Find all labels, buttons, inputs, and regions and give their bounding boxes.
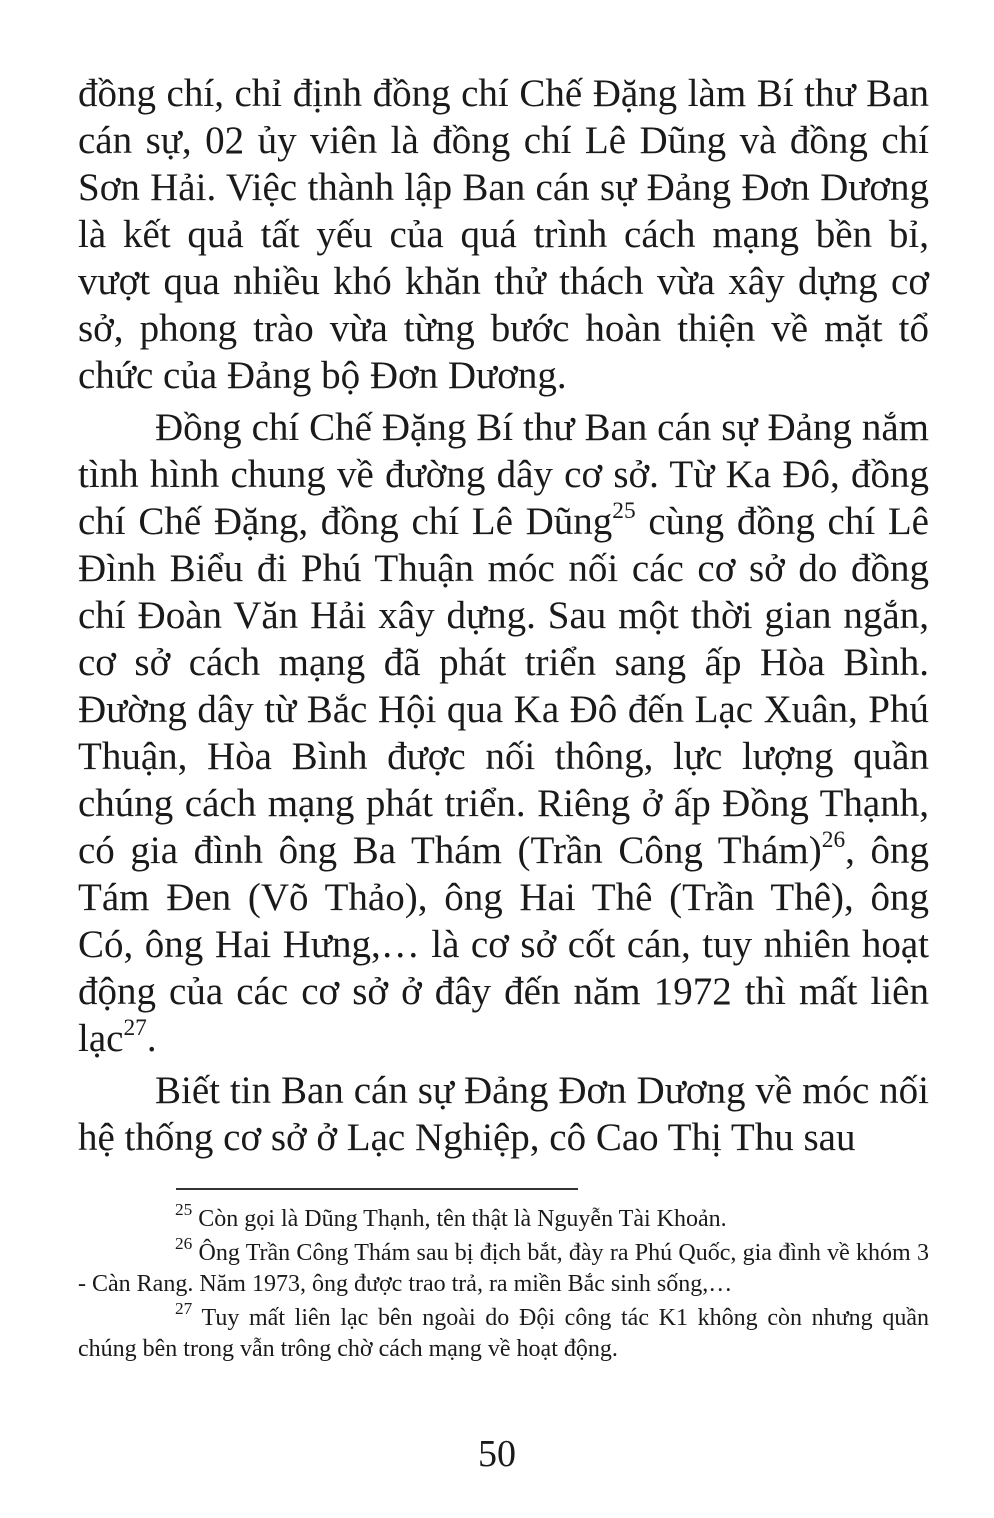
paragraph-2: Đồng chí Chế Đặng Bí thư Ban cán sự Đảng nắm tình hình chung về đường dây cơ sở. Từ Ka Đô, đồng chí Chế Đặng, đồng chí Lê Dũng$^{25}$ cùng đồng chí Lê Đình Biểu đi Phú Thuận móc nối các cơ sở do đồng chí Đoàn Văn Hải xây dựng. Sau một thời gian ngắn, cơ sở cách mạng đã phát triển sang ấp Hòa Bình. Đường dây từ Bắc Hội qua Ka Đô đến Lạc Xuân, Phú Thuận, Hòa Bình được nối thông, lực lượng quần chúng cách mạng phát triển. Riêng ở ấp Đồng Thạnh, có gia đình ông Ba Thám (Trần Công Thám)$^{26}$, ông Tám Đen (Võ Thảo), ông Hai Thê (Trần Thê), ông Có, ông Hai Hưng,… là cơ sở cốt cán, tuy nhiên hoạt động của các cơ sở ở đây đến năm 1972 thì mất liên lạc$^{27}$. bbox=[78, 406, 929, 1060]
footnote-text: Tuy mất liên lạc bên ngoài do Đội công tác K1 không còn nhưng quần chúng bên trong vẫn trông chờ cách mạng về hoạt động. bbox=[78, 1305, 929, 1362]
footnote-number: 26 bbox=[175, 1234, 193, 1254]
paragraph-3: Biết tin Ban cán sự Đảng Đơn Dương về móc nối hệ thống cơ sở ở Lạc Nghiệp, cô Cao Thị Thu sau bbox=[78, 1069, 929, 1159]
footnote-ref-27: 27 bbox=[123, 1014, 147, 1041]
footnote-ref-26: 26 bbox=[821, 826, 846, 853]
footnote-ref-25: 25 bbox=[612, 497, 636, 524]
footnote-text: Còn gọi là Dũng Thạnh, tên thật là Nguyễn Tài Khoản. bbox=[192, 1206, 727, 1232]
footnote-divider bbox=[176, 1188, 578, 1190]
paragraph-1: đồng chí, chỉ định đồng chí Chế Đặng làm Bí thư Ban cán sự, 02 ủy viên là đồng chí Lê Dũng và đồng chí Sơn Hải. Việc thành lập Ban cán sự Đảng Đơn Dương là kết quả tất yếu của quá trình cách mạng bền bỉ, vượt qua nhiều khó khăn thử thách vừa xây dựng cơ sở, phong trào vừa từng bước hoàn thiện về mặt tổ chức của Đảng bộ Đơn Dương. bbox=[78, 72, 929, 397]
footnote-number: 25 bbox=[175, 1200, 193, 1220]
footnote-27 bbox=[78, 1299, 929, 1365]
footnotes bbox=[78, 1200, 929, 1368]
body-text bbox=[78, 70, 929, 1166]
page-number: 50 bbox=[478, 1433, 516, 1475]
footnote-text: Ông Trần Công Thám sau bị địch bắt, đày ra Phú Quốc, gia đình về khóm 3 - Càn Rang. Năm 1973, ông được trao trả, ra miền Bắc sinh sống,… bbox=[78, 1240, 929, 1297]
footnote-number: 27 bbox=[175, 1299, 193, 1319]
footnote-25 bbox=[78, 1200, 929, 1235]
footnote-26 bbox=[78, 1234, 929, 1300]
